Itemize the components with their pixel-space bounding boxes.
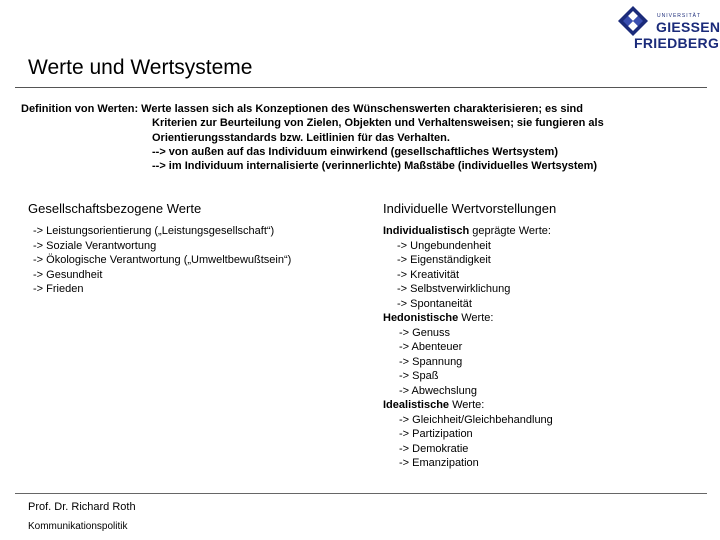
list-item: -> Spaß <box>399 370 439 382</box>
list-item: -> Spannung <box>399 355 463 368</box>
title-divider <box>15 87 707 88</box>
list-item: -> Partizipation <box>399 428 473 440</box>
list-item: -> Kreativität <box>397 268 460 281</box>
list-item: -> Eigenständigkeit <box>397 254 491 266</box>
definition-line: Orientierungsstandards bzw. Leitlinien für das Verhalten. <box>152 131 450 144</box>
list-item: -> Abwechslung <box>399 384 477 397</box>
list-item: -> Abenteuer <box>399 341 463 353</box>
list-item: -> Demokratie <box>399 442 469 455</box>
list-item: -> Ungebundenheit <box>397 239 491 252</box>
list-item: -> Leistungsorientierung („Leistungsgesellschaft“) <box>33 225 275 237</box>
list-item: -> Genuss <box>399 326 451 339</box>
list-item: -> Ökologische Verantwortung („Umweltbewußtsein“) <box>33 254 292 266</box>
list-item: -> Gesundheit <box>33 268 103 281</box>
right-column-list <box>383 224 553 471</box>
logo-small-text: UNIVERSITÄT <box>657 13 702 19</box>
list-item: -> Soziale Verantwortung <box>33 239 157 252</box>
page-title: Werte und Wertsysteme <box>28 56 253 79</box>
footer-author: Prof. Dr. Richard Roth <box>28 501 136 513</box>
list-item: -> Emanzipation <box>399 457 479 469</box>
left-column-heading: Gesellschaftsbezogene Werte <box>28 201 202 216</box>
definition-line: --> im Individuum internalisierte (verinnerlichte) Maßstäbe (individuelles Wertsystem) <box>152 160 598 173</box>
category-heading-idealistic: Idealistische Werte: <box>383 399 485 411</box>
definition-line: Kriterien zur Beurteilung von Zielen, Objekten und Verhaltensweisen; sie fungieren als <box>152 117 604 130</box>
list-item: -> Gleichheit/Gleichbehandlung <box>399 413 553 426</box>
list-item: -> Frieden <box>33 283 84 295</box>
definition-lead: Definition von Werten: Werte lassen sich als Konzeptionen des Wünschenswerten charakterisieren; es sind <box>21 103 583 115</box>
logo-text-giessen: GIESSEN <box>656 19 720 35</box>
definition-block <box>21 102 604 173</box>
university-logo <box>618 4 720 51</box>
logo-text-friedberg: FRIEDBERG <box>634 35 720 51</box>
left-column-list <box>33 224 291 297</box>
list-item: -> Selbstverwirklichung <box>397 283 511 295</box>
list-item: -> Spontaneität <box>397 297 472 310</box>
footer-subject: Kommunikationspolitik <box>28 521 128 532</box>
footer-divider <box>15 493 707 494</box>
definition-line: --> von außen auf das Individuum einwirkend (gesellschaftliches Wertsystem) <box>152 145 558 158</box>
category-heading-hedonistic: Hedonistische Werte: <box>383 312 494 324</box>
category-heading-individualistic: Individualistisch geprägte Werte: <box>383 225 551 237</box>
right-column-heading: Individuelle Wertvorstellungen <box>383 201 557 216</box>
university-logo-icon <box>618 6 648 36</box>
